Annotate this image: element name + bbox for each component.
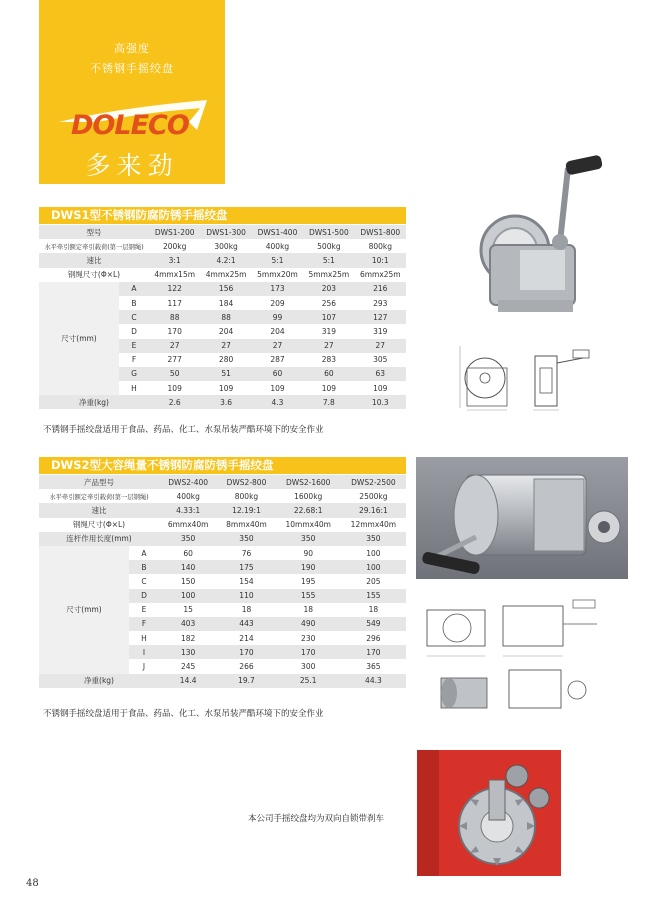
dim-value: 109 (355, 381, 406, 395)
dim-key: J (129, 659, 159, 673)
row-value: 6mmx25m (355, 268, 406, 282)
weight-row (39, 395, 406, 409)
dim-value: 88 (149, 310, 200, 324)
weight-value: 2.6 (149, 395, 200, 409)
dws1-winch-photo (460, 150, 615, 335)
table-row (39, 546, 406, 560)
dim-value: 293 (355, 296, 406, 310)
brake-photo (417, 750, 561, 876)
row-value: 22.68:1 (276, 503, 341, 517)
row-value: 350 (159, 532, 217, 546)
dim-value: 109 (200, 381, 251, 395)
dim-value: 130 (159, 645, 217, 659)
row-value: 300kg (200, 239, 251, 253)
dim-value: 182 (159, 631, 217, 645)
dws2-title-bar: DWS2型大容绳量不锈钢防腐防锈手摇绞盘 (39, 457, 406, 474)
row-value: 800kg (217, 489, 275, 503)
dim-value: 287 (252, 353, 303, 367)
header-label: 型号 (39, 225, 149, 239)
dim-value: 109 (303, 381, 354, 395)
dws2-spec-table (39, 475, 406, 688)
row-value: 4.33:1 (159, 503, 217, 517)
dim-value: 18 (341, 603, 406, 617)
row-value: 400kg (159, 489, 217, 503)
header-label: 产品型号 (39, 475, 159, 489)
table-row (39, 532, 406, 546)
row-value: 4.2:1 (200, 253, 251, 267)
dim-value: 216 (355, 282, 406, 296)
dim-value: 319 (303, 324, 354, 338)
dim-value: 184 (200, 296, 251, 310)
dim-value: 18 (276, 603, 341, 617)
weight-value: 4.3 (252, 395, 303, 409)
dim-value: 76 (217, 546, 275, 560)
dim-key: D (119, 324, 149, 338)
dim-key: F (129, 617, 159, 631)
row-value: 5mmx25m (303, 268, 354, 282)
dim-value: 305 (355, 353, 406, 367)
dim-key: G (119, 367, 149, 381)
dim-value: 60 (303, 367, 354, 381)
row-label: 水平牵引额定牵引载荷(第一层钢绳) (39, 239, 149, 253)
dim-value: 205 (341, 574, 406, 588)
row-label: 连杆作用长度(mm) (39, 532, 159, 546)
dim-key: C (129, 574, 159, 588)
dim-value: 245 (159, 659, 217, 673)
weight-value: 19.7 (217, 674, 275, 688)
dim-value: 60 (159, 546, 217, 560)
dim-key: C (119, 310, 149, 324)
row-value: 1600kg (276, 489, 341, 503)
dim-value: 117 (149, 296, 200, 310)
dim-value: 51 (200, 367, 251, 381)
dim-value: 156 (200, 282, 251, 296)
dim-key: H (129, 631, 159, 645)
dws1-spec-table (39, 225, 406, 409)
dim-value: 170 (276, 645, 341, 659)
dim-value: 150 (159, 574, 217, 588)
dim-value: 27 (252, 339, 303, 353)
weight-row (39, 674, 406, 688)
row-label: 速比 (39, 503, 159, 517)
row-value: 10mmx40m (276, 518, 341, 532)
row-value: 2500kg (341, 489, 406, 503)
dim-value: 283 (303, 353, 354, 367)
row-value: 800kg (355, 239, 406, 253)
dim-value: 155 (341, 589, 406, 603)
dim-key: E (119, 339, 149, 353)
row-value: 200kg (149, 239, 200, 253)
brake-caption: 本公司手摇绞盘均为双向自锁带刹车 (248, 814, 385, 824)
weight-value: 10.3 (355, 395, 406, 409)
brand-line-2: 不锈钢手摇绞盘 (90, 62, 174, 75)
doleco-logo (57, 100, 217, 150)
model-header: DWS1-800 (355, 225, 406, 239)
row-value: 3:1 (149, 253, 200, 267)
dim-value: 63 (355, 367, 406, 381)
table-row (39, 503, 406, 517)
model-header: DWS2-1600 (276, 475, 341, 489)
row-label: 钢绳尺寸(Φ×L) (39, 268, 149, 282)
dim-value: 109 (149, 381, 200, 395)
model-header: DWS1-400 (252, 225, 303, 239)
row-value: 29.16:1 (341, 503, 406, 517)
table-row (39, 239, 406, 253)
table-row (39, 282, 406, 296)
dim-value: 280 (200, 353, 251, 367)
dim-value: 277 (149, 353, 200, 367)
dim-value: 109 (252, 381, 303, 395)
dws1-title-bar: DWS1型不锈钢防腐防锈手摇绞盘 (39, 207, 406, 224)
row-value: 5mmx20m (252, 268, 303, 282)
dim-value: 27 (355, 339, 406, 353)
dim-value: 490 (276, 617, 341, 631)
weight-value: 3.6 (200, 395, 251, 409)
dim-key: B (129, 560, 159, 574)
model-header: DWS2-800 (217, 475, 275, 489)
brand-line-1: 高强度 (114, 42, 150, 55)
dim-value: 27 (149, 339, 200, 353)
row-value: 350 (217, 532, 275, 546)
dim-value: 195 (276, 574, 341, 588)
dim-key: E (129, 603, 159, 617)
dim-value: 209 (252, 296, 303, 310)
dim-value: 100 (159, 589, 217, 603)
dim-value: 122 (149, 282, 200, 296)
dim-value: 154 (217, 574, 275, 588)
row-value: 8mmx40m (217, 518, 275, 532)
dim-value: 127 (355, 310, 406, 324)
dim-value: 175 (217, 560, 275, 574)
dim-value: 18 (217, 603, 275, 617)
dim-key: D (129, 589, 159, 603)
dim-value: 204 (252, 324, 303, 338)
dws2-drawing (417, 596, 609, 718)
table-header-row (39, 225, 406, 239)
dim-value: 230 (276, 631, 341, 645)
model-header: DWS2-2500 (341, 475, 406, 489)
dim-value: 214 (217, 631, 275, 645)
dim-key: I (129, 645, 159, 659)
table-header-row (39, 475, 406, 489)
dim-value: 319 (355, 324, 406, 338)
brand-cn-name: 多来劲 (85, 151, 179, 180)
dim-value: 173 (252, 282, 303, 296)
row-value: 500kg (303, 239, 354, 253)
dim-value: 27 (303, 339, 354, 353)
dws1-note: 不锈钢手摇绞盘适用于食品、药品、化工、水泵吊装严酷环境下的安全作业 (43, 425, 324, 435)
weight-label: 净重(kg) (39, 674, 159, 688)
dim-key: H (119, 381, 149, 395)
weight-value: 25.1 (276, 674, 341, 688)
dim-value: 365 (341, 659, 406, 673)
row-value: 4mmx15m (149, 268, 200, 282)
model-header: DWS1-300 (200, 225, 251, 239)
dws1-drawing (455, 338, 595, 414)
dim-value: 140 (159, 560, 217, 574)
dim-value: 170 (217, 645, 275, 659)
dim-value: 50 (149, 367, 200, 381)
row-value: 5:1 (252, 253, 303, 267)
row-value: 400kg (252, 239, 303, 253)
dim-label: 尺寸(mm) (39, 546, 129, 674)
dim-value: 296 (341, 631, 406, 645)
table-row (39, 518, 406, 532)
dim-value: 100 (341, 560, 406, 574)
dim-value: 443 (217, 617, 275, 631)
page-number: 48 (26, 878, 39, 889)
logo-text: DOLECO (71, 110, 189, 141)
dim-value: 27 (200, 339, 251, 353)
dim-value: 256 (303, 296, 354, 310)
weight-value: 7.8 (303, 395, 354, 409)
row-value: 12.19:1 (217, 503, 275, 517)
dws2-note: 不锈钢手摇绞盘适用于食品、药品、化工、水泵吊装严酷环境下的安全作业 (43, 709, 324, 719)
row-label: 水平牵引额定牵引载荷(第一层钢绳) (39, 489, 159, 503)
dim-value: 190 (276, 560, 341, 574)
table-row (39, 253, 406, 267)
dim-value: 60 (252, 367, 303, 381)
row-value: 10:1 (355, 253, 406, 267)
dim-value: 204 (200, 324, 251, 338)
table-row (39, 268, 406, 282)
dim-value: 155 (276, 589, 341, 603)
dim-value: 110 (217, 589, 275, 603)
dim-value: 170 (341, 645, 406, 659)
dim-key: B (119, 296, 149, 310)
row-value: 6mmx40m (159, 518, 217, 532)
dws2-winch-photo (416, 457, 628, 579)
row-value: 4mmx25m (200, 268, 251, 282)
brand-box (39, 0, 225, 184)
row-value: 12mmx40m (341, 518, 406, 532)
dim-value: 15 (159, 603, 217, 617)
model-header: DWS1-500 (303, 225, 354, 239)
dim-key: A (129, 546, 159, 560)
row-value: 5:1 (303, 253, 354, 267)
weight-value: 44.3 (341, 674, 406, 688)
dim-value: 300 (276, 659, 341, 673)
row-value: 350 (276, 532, 341, 546)
dim-value: 203 (303, 282, 354, 296)
dim-value: 88 (200, 310, 251, 324)
dim-value: 99 (252, 310, 303, 324)
dim-key: A (119, 282, 149, 296)
dim-value: 549 (341, 617, 406, 631)
dim-value: 90 (276, 546, 341, 560)
weight-label: 净重(kg) (39, 395, 149, 409)
model-header: DWS1-200 (149, 225, 200, 239)
dim-value: 107 (303, 310, 354, 324)
row-value: 350 (341, 532, 406, 546)
dim-value: 266 (217, 659, 275, 673)
table-row (39, 489, 406, 503)
dim-key: F (119, 353, 149, 367)
weight-value: 14.4 (159, 674, 217, 688)
model-header: DWS2-400 (159, 475, 217, 489)
row-label: 速比 (39, 253, 149, 267)
dim-label: 尺寸(mm) (39, 282, 119, 396)
row-label: 钢绳尺寸(Φ×L) (39, 518, 159, 532)
dim-value: 170 (149, 324, 200, 338)
dim-value: 403 (159, 617, 217, 631)
dim-value: 100 (341, 546, 406, 560)
